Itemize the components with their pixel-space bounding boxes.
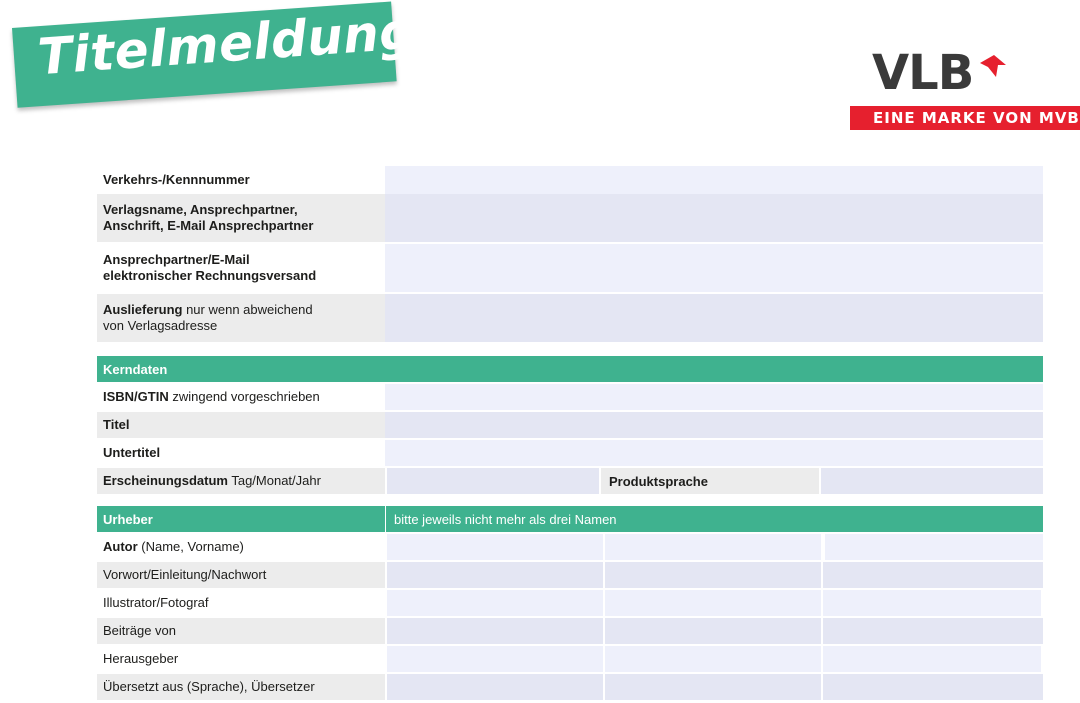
invoice-contact-field[interactable] bbox=[385, 244, 1043, 292]
translator-field-1[interactable] bbox=[387, 674, 603, 700]
row-label: Illustrator/Fotograf bbox=[103, 595, 209, 610]
contributions-field-1[interactable] bbox=[387, 618, 603, 644]
illustrator-field-1[interactable] bbox=[387, 590, 603, 616]
delivery-field[interactable] bbox=[385, 294, 1043, 342]
section-header-authors bbox=[97, 506, 1043, 532]
row-label: Übersetzt aus (Sprache), Übersetzer bbox=[97, 674, 385, 700]
section-title: Kerndaten bbox=[103, 361, 168, 377]
form-row-traffic-number bbox=[97, 166, 1043, 194]
author-field-3[interactable] bbox=[825, 534, 1043, 560]
foreword-field-1[interactable] bbox=[387, 562, 603, 588]
isbn-field[interactable] bbox=[385, 384, 1043, 410]
contributions-field-2[interactable] bbox=[605, 618, 821, 644]
publisher-contact-field[interactable] bbox=[385, 194, 1043, 242]
row-label: Herausgeber bbox=[103, 651, 179, 666]
form-row-publication-date bbox=[97, 468, 1043, 494]
row-label: Verlagsname, Ansprechpartner, Anschrift, E-Mail Ansprechpartner bbox=[97, 194, 385, 242]
row-label: Auslieferung nur wenn abweichend von Verlagsadresse bbox=[97, 294, 385, 342]
form-row-delivery bbox=[97, 294, 1043, 342]
editor-field-2[interactable] bbox=[605, 646, 821, 672]
row-label: Verkehrs-/Kennnummer bbox=[103, 172, 250, 187]
row-label: Autor (Name, Vorname) bbox=[103, 539, 244, 554]
title-banner bbox=[12, 1, 418, 107]
traffic-number-field[interactable] bbox=[385, 166, 1043, 194]
translator-field-2[interactable] bbox=[605, 674, 821, 700]
form-row-isbn bbox=[97, 384, 1043, 410]
form-row-title bbox=[97, 412, 1043, 438]
form-row-foreword bbox=[97, 562, 1043, 588]
section-title: Urheber bbox=[103, 511, 153, 527]
foreword-field-2[interactable] bbox=[605, 562, 821, 588]
section-header-core-data bbox=[97, 356, 1043, 382]
subtitle-field[interactable] bbox=[385, 440, 1043, 466]
form-row-invoice-contact bbox=[97, 244, 1043, 292]
editor-field-1[interactable] bbox=[387, 646, 603, 672]
logo-tagline: EINE MARKE VON MVB bbox=[850, 106, 1080, 130]
foreword-field-3[interactable] bbox=[823, 562, 1043, 588]
row-label: Ansprechpartner/E-Mail elektronischer Rechnungsversand bbox=[103, 252, 317, 283]
row-label: Vorwort/Einleitung/Nachwort bbox=[97, 562, 385, 588]
form-row-editor bbox=[97, 646, 1043, 672]
contributions-field-3[interactable] bbox=[823, 618, 1043, 644]
row-label: Erscheinungsdatum Tag/Monat/Jahr bbox=[97, 468, 385, 494]
author-field-2[interactable] bbox=[605, 534, 821, 560]
row-label: Titel bbox=[97, 412, 385, 438]
translator-field-3[interactable] bbox=[823, 674, 1043, 700]
form-row-author bbox=[97, 534, 1043, 560]
form-row-publisher-contact bbox=[97, 194, 1043, 242]
section-note: bitte jeweils nicht mehr als drei Namen bbox=[385, 506, 617, 532]
row-label: ISBN/GTIN zwingend vorgeschrieben bbox=[103, 389, 320, 404]
form-row-translator bbox=[97, 674, 1043, 700]
red-arrow-mark-icon bbox=[978, 53, 1008, 79]
row-label: Untertitel bbox=[103, 445, 161, 460]
form-row-subtitle bbox=[97, 440, 1043, 466]
editor-field-3[interactable] bbox=[823, 646, 1041, 672]
illustrator-field-3[interactable] bbox=[823, 590, 1041, 616]
title-field[interactable] bbox=[385, 412, 1043, 438]
form-row-contributions bbox=[97, 618, 1043, 644]
publication-date-field[interactable] bbox=[387, 468, 599, 494]
author-field-1[interactable] bbox=[387, 534, 603, 560]
product-language-field[interactable] bbox=[821, 468, 1043, 494]
form-row-illustrator bbox=[97, 590, 1043, 616]
banner-title: Titelmeldung bbox=[36, 1, 418, 87]
vlb-logo-text: VLB bbox=[872, 45, 974, 101]
illustrator-field-2[interactable] bbox=[605, 590, 821, 616]
row-label: Beiträge von bbox=[97, 618, 385, 644]
product-language-label: Produktsprache bbox=[601, 468, 819, 494]
